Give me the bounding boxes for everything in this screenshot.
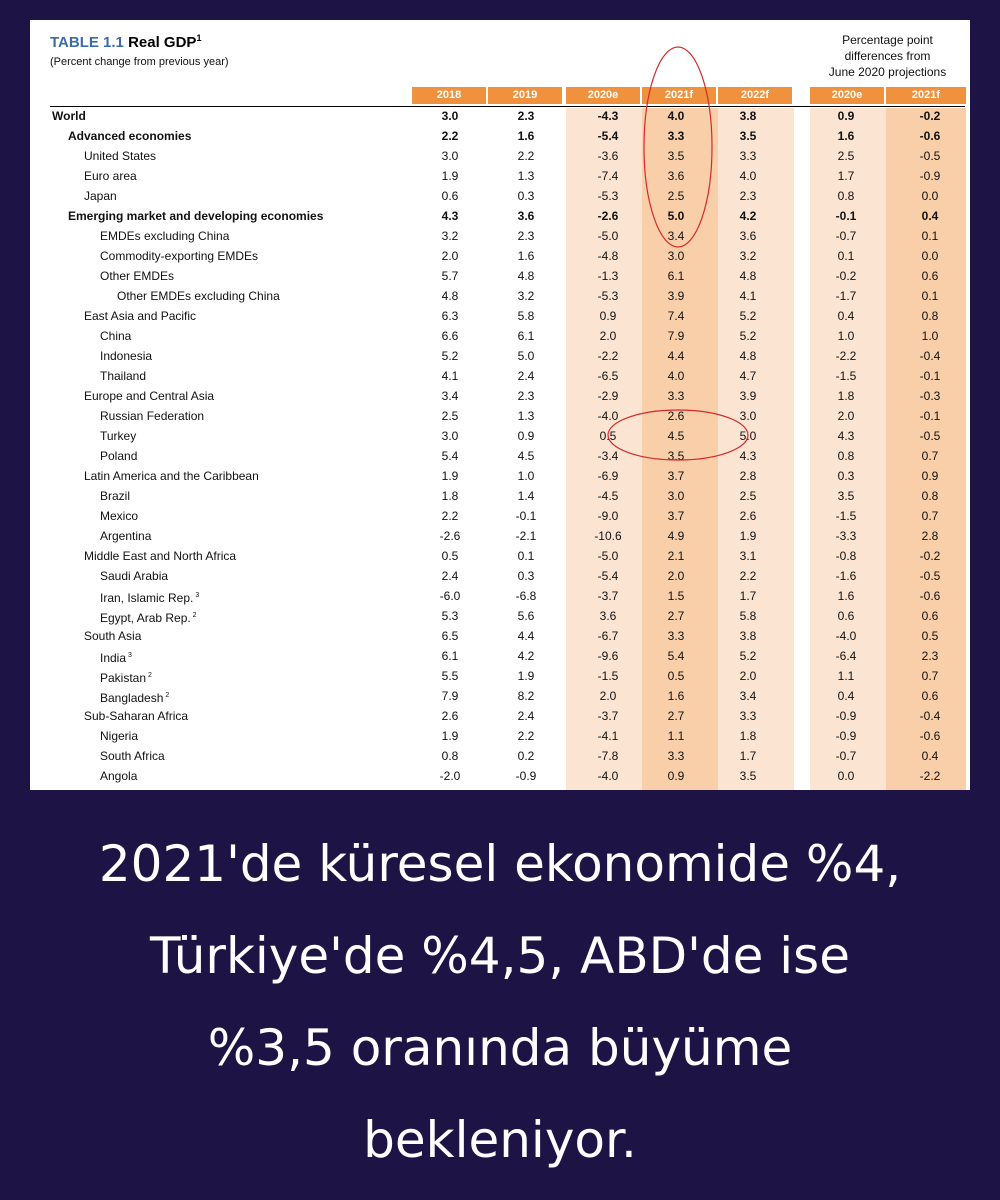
value-cell-2020e: -7.8 <box>597 749 619 763</box>
diff-cell-2020e: -0.7 <box>835 749 857 763</box>
value-cell-2019: 1.3 <box>517 409 535 423</box>
diff-cell-2021f: 0.7 <box>921 669 939 683</box>
table-subtitle: (Percent change from previous year) <box>50 56 229 68</box>
diff-cell-2021f: 0.8 <box>921 489 939 503</box>
caption-line-1: 2021'de küresel ekonomide %4, <box>98 835 902 893</box>
value-cell-2021f: 0.5 <box>667 669 685 683</box>
value-cell-2019: 0.1 <box>517 549 535 563</box>
value-cell-2019: -0.1 <box>515 509 537 523</box>
value-cell-2019: 4.2 <box>517 649 535 663</box>
value-cell-2018: 1.9 <box>441 729 459 743</box>
year-header-2022f: 2022f <box>718 87 792 104</box>
year-header-2020e: 2020e <box>566 87 640 104</box>
diff-year-header-2021f: 2021f <box>886 87 966 104</box>
row-label: Argentina <box>100 529 152 543</box>
red-circle-2021-advanced <box>644 47 712 247</box>
value-cell-2019: 2.3 <box>517 109 535 123</box>
diff-cell-2021f: -0.6 <box>919 729 941 743</box>
row-label: Middle East and North Africa <box>84 549 237 563</box>
value-cell-2019: 4.8 <box>517 269 535 283</box>
value-cell-2020e: -2.2 <box>597 349 619 363</box>
row-label: Angola <box>100 769 138 783</box>
value-cell-2021f: 3.5 <box>667 449 685 463</box>
value-cell-2022f: 3.8 <box>739 629 757 643</box>
value-cell-2019: 5.8 <box>517 309 535 323</box>
value-cell-2018: 3.0 <box>441 149 459 163</box>
value-cell-2020e: -3.4 <box>597 449 619 463</box>
value-cell-2018: 2.6 <box>441 709 459 723</box>
value-cell-2020e: -6.7 <box>597 629 619 643</box>
row-label: China <box>100 329 132 343</box>
row-label: Pakistan $^2$ <box>100 671 152 685</box>
value-cell-2021f: 3.9 <box>667 289 685 303</box>
value-cell-2020e: -5.0 <box>597 549 619 563</box>
diff-cell-2020e: -0.7 <box>835 229 857 243</box>
diff-header-line-1: Percentage point <box>842 33 933 47</box>
diff-cell-2020e: 0.8 <box>837 189 855 203</box>
caption-line-2: Türkiye'de %4,5, ABD'de ise <box>150 927 850 985</box>
diff-cell-2021f: 1.0 <box>921 329 939 343</box>
table-title-footnote: 1 <box>196 33 202 43</box>
caption-line-3: %3,5 oranında büyüme <box>207 1019 793 1077</box>
diff-cell-2020e: -4.0 <box>835 629 857 643</box>
value-cell-2021f: 1.5 <box>667 589 685 603</box>
value-cell-2020e: 0.9 <box>599 309 617 323</box>
value-cell-2018: 1.9 <box>441 469 459 483</box>
value-cell-2018: 2.5 <box>441 409 459 423</box>
value-cell-2021f: 7.9 <box>667 329 685 343</box>
value-cell-2018: 2.2 <box>441 129 459 143</box>
value-cell-2021f: 2.7 <box>667 709 685 723</box>
value-cell-2021f: 3.5 <box>667 149 685 163</box>
value-cell-2020e: -6.5 <box>597 369 619 383</box>
diff-cell-2021f: -0.1 <box>919 369 941 383</box>
value-cell-2020e: 0.5 <box>599 429 617 443</box>
value-cell-2021f: 2.5 <box>667 189 685 203</box>
value-cell-2022f: 3.4 <box>739 689 757 703</box>
value-cell-2021f: 3.3 <box>667 389 685 403</box>
diff-cell-2020e: 2.5 <box>837 149 855 163</box>
row-label: Saudi Arabia <box>100 569 169 583</box>
diff-cell-2020e: 0.3 <box>837 469 855 483</box>
value-cell-2022f: 5.0 <box>739 429 757 443</box>
value-cell-2020e: -4.0 <box>597 769 619 783</box>
value-cell-2019: 0.3 <box>517 189 535 203</box>
value-cell-2018: 5.5 <box>441 669 459 683</box>
value-cell-2019: 5.6 <box>517 609 535 623</box>
value-cell-2019: 1.0 <box>517 469 535 483</box>
value-cell-2021f: 3.3 <box>667 129 685 143</box>
diff-cell-2021f: -0.2 <box>919 109 941 123</box>
diff-cell-2020e: 1.6 <box>837 129 855 143</box>
value-cell-2021f: 7.4 <box>667 309 685 323</box>
value-cell-2021f: 2.0 <box>667 569 685 583</box>
diff-cell-2021f: 0.7 <box>921 449 939 463</box>
value-cell-2022f: 2.8 <box>739 469 757 483</box>
value-cell-2022f: 2.3 <box>739 189 757 203</box>
diff-cell-2021f: 0.0 <box>921 189 939 203</box>
value-cell-2022f: 5.2 <box>739 649 757 663</box>
value-cell-2018: 1.8 <box>441 489 459 503</box>
diff-cell-2020e: -0.9 <box>835 729 857 743</box>
value-cell-2018: -2.6 <box>439 529 461 543</box>
value-cell-2021f: 3.6 <box>667 169 685 183</box>
value-cell-2021f: 3.0 <box>667 489 685 503</box>
row-label: South Asia <box>84 629 142 643</box>
value-cell-2022f: 4.2 <box>739 209 757 223</box>
diff-cell-2020e: -0.9 <box>835 709 857 723</box>
diff-cell-2021f: 0.6 <box>921 269 939 283</box>
value-cell-2019: 2.2 <box>517 149 535 163</box>
row-label: Euro area <box>84 169 137 183</box>
value-cell-2018: 1.9 <box>441 169 459 183</box>
value-cell-2018: 2.0 <box>441 249 459 263</box>
row-label: Latin America and the Caribbean <box>84 469 259 483</box>
diff-cell-2020e: 0.9 <box>837 109 855 123</box>
diff-cell-2020e: -2.2 <box>835 349 857 363</box>
diff-cell-2021f: 0.8 <box>921 309 939 323</box>
caption-text <box>0 818 1000 1186</box>
diff-cell-2021f: 0.1 <box>921 289 939 303</box>
value-cell-2019: 2.4 <box>517 709 535 723</box>
row-label: Poland <box>100 449 138 463</box>
value-cell-2021f: 4.0 <box>667 369 685 383</box>
value-cell-2019: 6.1 <box>517 329 535 343</box>
value-cell-2020e: -3.6 <box>597 149 619 163</box>
row-label: Japan <box>84 189 117 203</box>
row-label: Russian Federation <box>100 409 205 423</box>
diff-cell-2020e: -1.5 <box>835 369 857 383</box>
value-cell-2022f: 4.8 <box>739 269 757 283</box>
value-cell-2022f: 2.2 <box>739 569 757 583</box>
value-cell-2019: 1.4 <box>517 489 535 503</box>
value-cell-2018: 6.3 <box>441 309 459 323</box>
value-cell-2021f: 4.4 <box>667 349 685 363</box>
value-cell-2020e: -9.6 <box>597 649 619 663</box>
diff-cell-2020e: 0.1 <box>837 249 855 263</box>
annotation-layer <box>30 20 970 790</box>
value-cell-2020e: -4.8 <box>597 249 619 263</box>
value-cell-2018: 3.0 <box>441 109 459 123</box>
row-label: Brazil <box>100 489 131 503</box>
value-cell-2019: 3.2 <box>517 289 535 303</box>
value-cell-2022f: 5.2 <box>739 309 757 323</box>
value-cell-2018: 2.4 <box>441 569 459 583</box>
value-cell-2021f: 3.7 <box>667 509 685 523</box>
diff-cell-2020e: 1.1 <box>837 669 855 683</box>
row-label: Egypt, Arab Rep. $^2$ <box>100 611 197 625</box>
row-label: Sub-Saharan Africa <box>84 709 189 723</box>
row-label: Europe and Central Asia <box>84 389 215 403</box>
year-header-2018: 2018 <box>412 87 486 104</box>
diff-cell-2020e: 0.0 <box>837 769 855 783</box>
value-cell-2022f: 4.3 <box>739 449 757 463</box>
row-label: Commodity-exporting EMDEs <box>100 249 259 263</box>
value-cell-2021f: 1.6 <box>667 689 685 703</box>
diff-cell-2020e: -3.3 <box>835 529 857 543</box>
row-label: Nigeria <box>100 729 139 743</box>
diff-cell-2020e: 1.0 <box>837 329 855 343</box>
value-cell-2018: 6.1 <box>441 649 459 663</box>
diff-cell-2021f: -0.1 <box>919 409 941 423</box>
diff-cell-2021f: 0.7 <box>921 509 939 523</box>
value-cell-2022f: 1.7 <box>739 749 757 763</box>
diff-cell-2021f: -0.4 <box>919 349 941 363</box>
row-label: Bangladesh $^2$ <box>100 691 170 705</box>
value-cell-2018: 3.4 <box>441 389 459 403</box>
value-cell-2021f: 2.6 <box>667 409 685 423</box>
value-cell-2022f: 3.9 <box>739 389 757 403</box>
value-cell-2021f: 5.0 <box>667 209 685 223</box>
diff-cell-2021f: -0.4 <box>919 709 941 723</box>
row-label: Iran, Islamic Rep. $^3$ <box>100 591 200 605</box>
diff-cell-2020e: 1.6 <box>837 589 855 603</box>
row-label: United States <box>84 149 157 163</box>
value-cell-2022f: 3.8 <box>739 109 757 123</box>
diff-cell-2020e: -6.4 <box>835 649 857 663</box>
diff-cell-2021f: 0.4 <box>921 749 939 763</box>
value-cell-2022f: 2.6 <box>739 509 757 523</box>
value-cell-2020e: 2.0 <box>599 329 617 343</box>
diff-cell-2021f: 0.6 <box>921 609 939 623</box>
diff-cell-2021f: 2.8 <box>921 529 939 543</box>
value-cell-2022f: 3.5 <box>739 769 757 783</box>
diff-cell-2021f: -0.5 <box>919 569 941 583</box>
value-cell-2018: 3.0 <box>441 429 459 443</box>
value-cell-2022f: 1.9 <box>739 529 757 543</box>
diff-cell-2021f: -0.5 <box>919 149 941 163</box>
value-cell-2020e: -6.9 <box>597 469 619 483</box>
row-label: South Africa <box>100 749 165 763</box>
diff-cell-2021f: 0.9 <box>921 469 939 483</box>
value-cell-2022f: 5.2 <box>739 329 757 343</box>
value-cell-2018: 6.6 <box>441 329 459 343</box>
value-cell-2019: 1.6 <box>517 249 535 263</box>
diff-cell-2020e: -1.5 <box>835 509 857 523</box>
value-cell-2020e: -7.4 <box>597 169 619 183</box>
diff-cell-2020e: 1.7 <box>837 169 855 183</box>
value-cell-2019: 3.6 <box>517 209 535 223</box>
value-cell-2021f: 3.3 <box>667 629 685 643</box>
diff-cell-2020e: 4.3 <box>837 429 855 443</box>
value-cell-2020e: -4.5 <box>597 489 619 503</box>
value-cell-2020e: -9.0 <box>597 509 619 523</box>
value-cell-2021f: 4.9 <box>667 529 685 543</box>
value-cell-2019: 0.9 <box>517 429 535 443</box>
row-label: India $^3$ <box>100 651 132 665</box>
diff-cell-2020e: 0.4 <box>837 309 855 323</box>
diff-cell-2020e: -1.7 <box>835 289 857 303</box>
value-cell-2021f: 4.5 <box>667 429 685 443</box>
diff-cell-2020e: 0.8 <box>837 449 855 463</box>
value-cell-2021f: 4.0 <box>667 109 685 123</box>
value-cell-2019: 0.3 <box>517 569 535 583</box>
value-cell-2019: 2.3 <box>517 389 535 403</box>
value-cell-2019: 1.9 <box>517 669 535 683</box>
value-cell-2022f: 3.3 <box>739 709 757 723</box>
value-cell-2020e: -3.7 <box>597 709 619 723</box>
value-cell-2020e: -2.9 <box>597 389 619 403</box>
value-cell-2020e: -4.1 <box>597 729 619 743</box>
diff-cell-2020e: -0.2 <box>835 269 857 283</box>
value-cell-2020e: 3.6 <box>599 609 617 623</box>
value-cell-2019: -6.8 <box>515 589 537 603</box>
value-cell-2021f: 2.7 <box>667 609 685 623</box>
value-cell-2021f: 5.4 <box>667 649 685 663</box>
value-cell-2022f: 4.7 <box>739 369 757 383</box>
value-cell-2020e: -5.0 <box>597 229 619 243</box>
diff-cell-2021f: -0.6 <box>919 129 941 143</box>
value-cell-2021f: 6.1 <box>667 269 685 283</box>
value-cell-2020e: -5.3 <box>597 289 619 303</box>
value-cell-2018: 5.4 <box>441 449 459 463</box>
value-cell-2020e: -1.5 <box>597 669 619 683</box>
row-label: EMDEs excluding China <box>100 229 230 243</box>
value-cell-2022f: 2.5 <box>739 489 757 503</box>
diff-cell-2021f: 2.3 <box>921 649 939 663</box>
diff-cell-2021f: -0.2 <box>919 549 941 563</box>
diff-year-header-2020e: 2020e <box>810 87 884 104</box>
value-cell-2019: -0.9 <box>515 769 537 783</box>
value-cell-2020e: -10.6 <box>594 529 622 543</box>
value-cell-2020e: -2.6 <box>597 209 619 223</box>
value-cell-2022f: 5.8 <box>739 609 757 623</box>
diff-cell-2021f: 0.6 <box>921 689 939 703</box>
row-label: Turkey <box>100 429 137 443</box>
year-header-2019: 2019 <box>488 87 562 104</box>
row-label: Other EMDEs <box>100 269 175 283</box>
value-cell-2022f: 3.3 <box>739 149 757 163</box>
value-cell-2018: 5.7 <box>441 269 459 283</box>
value-cell-2022f: 3.6 <box>739 229 757 243</box>
row-label: Thailand <box>100 369 147 383</box>
diff-cell-2021f: -0.5 <box>919 429 941 443</box>
value-cell-2022f: 1.8 <box>739 729 757 743</box>
diff-cell-2021f: -0.3 <box>919 389 941 403</box>
value-cell-2021f: 1.1 <box>667 729 685 743</box>
gdp-table-image <box>30 20 970 790</box>
diff-cell-2020e: 3.5 <box>837 489 855 503</box>
value-cell-2019: 2.2 <box>517 729 535 743</box>
value-cell-2021f: 0.9 <box>667 769 685 783</box>
table-name: Real GDP <box>128 34 197 51</box>
value-cell-2019: -2.1 <box>515 529 537 543</box>
value-cell-2022f: 4.1 <box>739 289 757 303</box>
value-cell-2022f: 4.8 <box>739 349 757 363</box>
value-cell-2018: 0.5 <box>441 549 459 563</box>
red-circle-turkey <box>608 410 748 460</box>
value-cell-2019: 2.4 <box>517 369 535 383</box>
value-cell-2020e: -5.4 <box>597 129 619 143</box>
value-cell-2019: 4.4 <box>517 629 535 643</box>
value-cell-2019: 2.3 <box>517 229 535 243</box>
value-cell-2022f: 2.0 <box>739 669 757 683</box>
value-cell-2022f: 3.0 <box>739 409 757 423</box>
value-cell-2020e: -4.3 <box>597 109 619 123</box>
value-cell-2019: 1.6 <box>517 129 535 143</box>
value-cell-2019: 8.2 <box>517 689 535 703</box>
diff-cell-2020e: 0.6 <box>837 609 855 623</box>
diff-cell-2021f: 0.0 <box>921 249 939 263</box>
value-cell-2021f: 3.4 <box>667 229 685 243</box>
table-number: TABLE 1.1 <box>50 34 124 51</box>
value-cell-2018: 4.3 <box>441 209 459 223</box>
row-label: Emerging market and developing economies <box>68 209 324 223</box>
value-cell-2018: 7.9 <box>441 689 459 703</box>
value-cell-2021f: 3.3 <box>667 749 685 763</box>
value-cell-2020e: -1.3 <box>597 269 619 283</box>
diff-header-line-3: June 2020 projections <box>828 65 947 79</box>
row-label: Advanced economies <box>68 129 192 143</box>
value-cell-2022f: 3.2 <box>739 249 757 263</box>
value-cell-2020e: -4.0 <box>597 409 619 423</box>
value-cell-2021f: 3.0 <box>667 249 685 263</box>
value-cell-2019: 4.5 <box>517 449 535 463</box>
diff-cell-2020e: 1.8 <box>837 389 855 403</box>
diff-cell-2020e: -0.8 <box>835 549 857 563</box>
diff-cell-2021f: -0.9 <box>919 169 941 183</box>
value-cell-2018: 0.6 <box>441 189 459 203</box>
value-cell-2019: 1.3 <box>517 169 535 183</box>
value-cell-2022f: 3.1 <box>739 549 757 563</box>
diff-cell-2021f: 0.1 <box>921 229 939 243</box>
value-cell-2020e: -5.3 <box>597 189 619 203</box>
diff-cell-2021f: -0.6 <box>919 589 941 603</box>
diff-cell-2020e: -0.1 <box>835 209 857 223</box>
row-label: Other EMDEs excluding China <box>117 289 280 303</box>
diff-cell-2020e: 0.4 <box>837 689 855 703</box>
value-cell-2021f: 2.1 <box>667 549 685 563</box>
value-cell-2018: 4.1 <box>441 369 459 383</box>
diff-cell-2021f: 0.5 <box>921 629 939 643</box>
value-cell-2018: 2.2 <box>441 509 459 523</box>
diff-cell-2021f: 0.4 <box>921 209 939 223</box>
value-cell-2020e: 2.0 <box>599 689 617 703</box>
value-cell-2019: 5.0 <box>517 349 535 363</box>
value-cell-2018: 3.2 <box>441 229 459 243</box>
value-cell-2022f: 4.0 <box>739 169 757 183</box>
value-cell-2020e: -5.4 <box>597 569 619 583</box>
value-cell-2018: 5.3 <box>441 609 459 623</box>
row-label: Indonesia <box>100 349 153 363</box>
year-header-2021f: 2021f <box>642 87 716 104</box>
value-cell-2022f: 3.5 <box>739 129 757 143</box>
value-cell-2022f: 1.7 <box>739 589 757 603</box>
value-cell-2018: -6.0 <box>439 589 461 603</box>
value-cell-2020e: -3.7 <box>597 589 619 603</box>
row-label: World <box>52 109 86 123</box>
value-cell-2018: 0.8 <box>441 749 459 763</box>
value-cell-2018: 5.2 <box>441 349 459 363</box>
value-cell-2018: -2.0 <box>439 769 461 783</box>
diff-cell-2020e: -1.6 <box>835 569 857 583</box>
value-cell-2018: 6.5 <box>441 629 459 643</box>
value-cell-2018: 4.8 <box>441 289 459 303</box>
diff-cell-2020e: 2.0 <box>837 409 855 423</box>
caption-line-4: bekleniyor. <box>363 1111 637 1169</box>
diff-cell-2021f: -2.2 <box>919 769 941 783</box>
row-label: East Asia and Pacific <box>84 309 197 323</box>
value-cell-2021f: 3.7 <box>667 469 685 483</box>
row-label: Mexico <box>100 509 139 523</box>
diff-header-line-2: differences from <box>844 49 931 63</box>
value-cell-2019: 0.2 <box>517 749 535 763</box>
